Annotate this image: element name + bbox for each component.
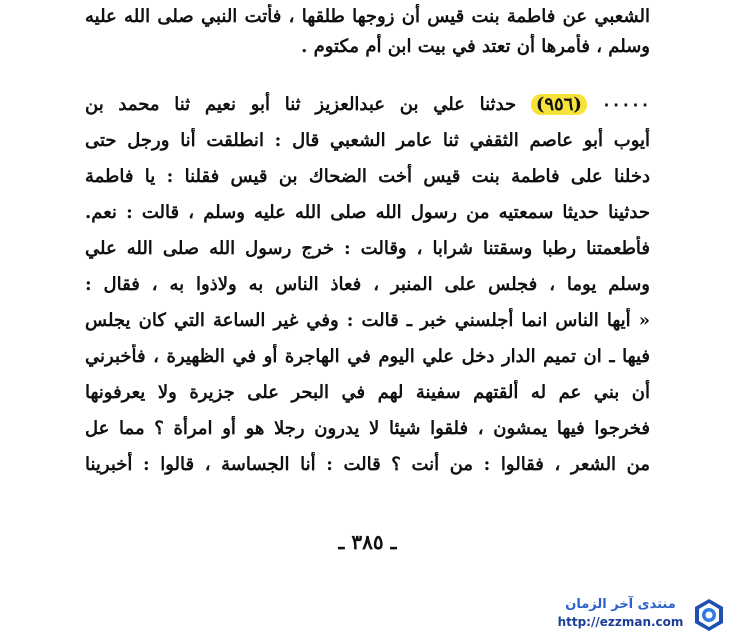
text-line-2: وسلم ، فأمرها أن تعتد في بيت ابن أم مكتوم . bbox=[301, 36, 650, 57]
hadith-first-line bbox=[85, 92, 650, 118]
hadith-line: دخلنا على فاطمة بنت قيس أخت الضحاك بن قيس فقلنا : يا فاطمة bbox=[85, 166, 650, 187]
hadith-opening-text: حدثنا علي بن عبدالعزيز ثنا أبو نعيم ثنا محمد بن bbox=[85, 94, 517, 115]
text-line-1: الشعبي عن فاطمة بنت قيس أن زوجها طلقها ، فأتت النبي صلى الله عليه bbox=[85, 6, 650, 27]
forum-url[interactable]: http://ezzman.com bbox=[557, 615, 684, 629]
hadith-line: فأطعمتنا رطبا وسقتنا شرابا ، وقالت : خرج رسول الله صلى الله علي bbox=[85, 238, 650, 259]
hadith-line: أن بني عم له ألقتهم سفينة لهم في البحر على جزيرة ولا يعرفونها bbox=[85, 382, 650, 403]
forum-logo-icon bbox=[692, 598, 726, 632]
hadith-line: من الشعر ، فقالوا : من أنت ؟ قالت : أنا الجساسة ، قالوا : أخبرينا bbox=[85, 454, 650, 475]
forum-watermark bbox=[548, 596, 693, 630]
hadith-prefix: ٠٠٠٠٠ bbox=[601, 94, 650, 115]
hadith-number: (٩٥٦) bbox=[531, 94, 587, 115]
page-number: ـ ٣٨٥ ـ bbox=[338, 530, 397, 554]
forum-name: منتدى آخر الزمان bbox=[565, 597, 676, 612]
hadith-line: حدثينا حديثا سمعتيه من رسول الله صلى الله عليه وسلم ، قالت : نعم. bbox=[85, 202, 650, 223]
hadith-line: فخرجوا فيها يمشون ، فلقوا شيئا لا يدرون رجلا هو أو امرأة ؟ مما عل bbox=[85, 418, 650, 439]
hadith-line: وسلم يوما ، فجلس على المنبر ، فعاذ الناس به ولاذوا به ، فقال : bbox=[85, 274, 650, 295]
hadith-line: أيوب أبو عاصم الثقفي ثنا عامر الشعبي قال : انطلقت أنا ورجل حتى bbox=[85, 130, 650, 151]
hadith-line: « أيها الناس انما أجلسني خبر ـ قالت : وفي غير الساعة التي كان يجلس bbox=[85, 310, 650, 331]
hadith-line: فيها ـ ان تميم الدار دخل علي اليوم في الهاجرة أو في الظهيرة ، فأخبرني bbox=[85, 346, 650, 367]
